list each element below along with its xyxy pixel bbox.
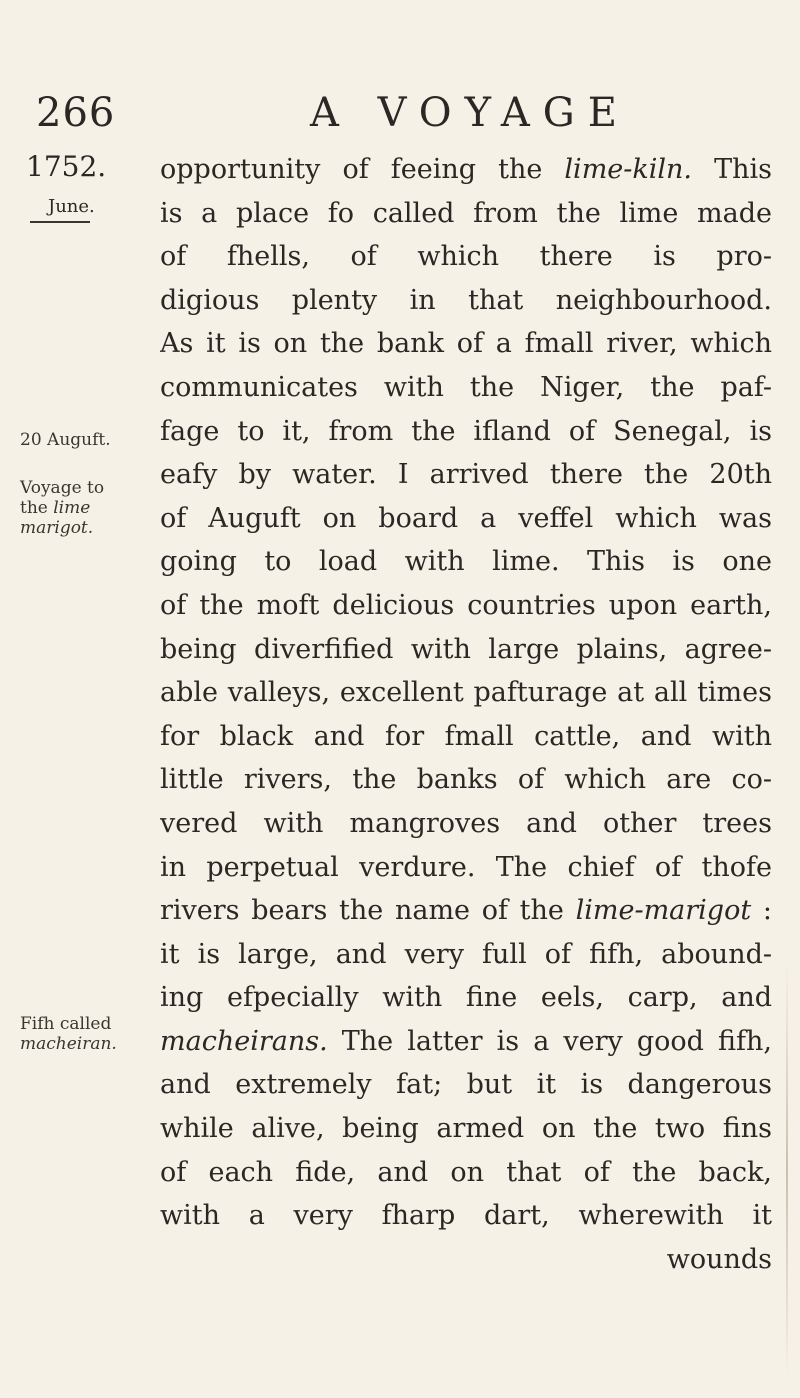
margin-note-fish-line2: macheiran. <box>20 1034 117 1054</box>
text-line <box>160 148 772 192</box>
margin-year: 1752. <box>26 150 107 183</box>
italic-term: lime-marigot <box>575 895 752 927</box>
text-line: for black and for fmall cattle, and with <box>160 720 772 752</box>
text-line: of the moft delicious countries upon earth, <box>160 589 772 621</box>
margin-note-voyage-text: the <box>20 498 54 518</box>
text-line: able valleys, excellent pafturage at all times <box>160 677 772 709</box>
text-line: with a very fharp dart, wherewith it <box>160 1200 772 1232</box>
margin-note-fish-line1: Fifh called <box>20 1014 112 1034</box>
text-line: is a place fo called from the lime made <box>160 197 772 229</box>
text-line: going to load with lime. This is one <box>160 546 772 578</box>
margin-note-voyage-line3: marigot. <box>20 518 94 538</box>
page-edge-shadow <box>786 960 788 1380</box>
italic-term: lime-kiln. <box>564 154 692 185</box>
text-line: of each fide, and on that of the back, <box>160 1156 772 1188</box>
margin-note-date-text: 20 Auguft. <box>20 430 111 450</box>
text-span: This <box>692 154 772 185</box>
text-line: in perpetual verdure. The chief of thofe <box>160 851 772 883</box>
text-line: vered with mangroves and other trees <box>160 807 772 839</box>
margin-note-voyage <box>20 478 104 538</box>
text-span: The latter is a very good fifh, <box>327 1025 772 1057</box>
text-line: it is large, and very full of fifh, abound- <box>160 938 772 970</box>
text-line: being diverfified with large plains, agree- <box>160 633 772 665</box>
margin-note-voyage-line1: Voyage to <box>20 478 105 498</box>
italic-term: macheirans. <box>160 1025 328 1057</box>
text-line: digious plenty in that neighbourhood. <box>160 284 772 316</box>
text-span: rivers bears the name of the <box>160 895 576 927</box>
text-line: As it is on the bank of a fmall river, which <box>160 328 772 360</box>
margin-month: June. <box>48 196 95 217</box>
margin-note-date <box>20 430 111 450</box>
text-line: fage to it, from the ifland of Senegal, is <box>160 415 772 447</box>
text-line: while alive, being armed on the two fins <box>160 1113 772 1145</box>
text-span: opportunity of feeing the <box>160 154 565 185</box>
text-line: little rivers, the banks of which are co- <box>160 764 772 796</box>
page-number: 266 <box>36 90 116 136</box>
text-line <box>160 889 772 933</box>
margin-note-voyage-line2 <box>20 498 104 518</box>
margin-note-fish <box>20 1014 117 1054</box>
text-line: of Auguft on board a veffel which was <box>160 502 772 534</box>
margin-divider <box>30 221 90 223</box>
catchword: wounds <box>666 1243 772 1275</box>
text-line: of fhells, of which there is pro- <box>160 241 772 273</box>
text-line: communicates with the Niger, the paf- <box>160 371 772 403</box>
body-text <box>160 148 772 1281</box>
text-line <box>160 1020 772 1064</box>
text-span: : <box>751 895 772 927</box>
text-line: ing efpecially with fine eels, carp, and <box>160 982 772 1014</box>
text-line: and extremely fat; but it is dangerous <box>160 1069 772 1101</box>
text-line: eafy by water. I arrived there the 20th <box>160 459 772 491</box>
margin-note-voyage-italic: lime <box>53 498 91 518</box>
running-title: A VOYAGE <box>310 90 630 136</box>
